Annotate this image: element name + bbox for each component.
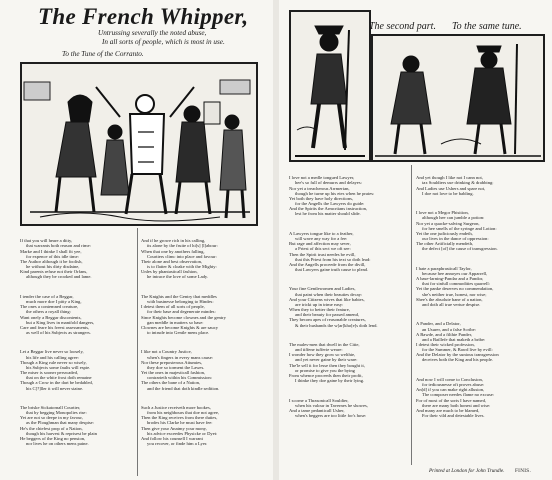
right-woodcut-left [289,10,371,162]
woodcut-figures-image [20,62,258,226]
stanza [416,377,499,418]
verse-line: The composer needes flame no excuse: [422,392,495,398]
verse-line: deceives both the King and his people. [422,357,494,363]
verse-line: our lives in the dance of oppression: [422,236,489,242]
verse-line: that this Priest from his text so doth lead: [295,256,371,262]
verse-line: I hate a paraphrasticall Taylor, [416,265,472,271]
stanza [416,210,499,251]
verse-line: I scorne a Thrasonicall Souldier, [289,397,349,403]
column-divider [411,165,412,465]
verse-line: gan meddle in matters so base: [147,319,204,325]
verse-line: They becom apes of reasonable creatures, [289,317,366,323]
verse-line: I thinke they doe gaine by their lying. [295,378,365,384]
verse-line: Such a Justice receiveth more bookes, [141,405,211,410]
verse-line: when's beggers are too little for's hose: [295,413,367,419]
left-column-2 [141,228,226,461]
verse-line: Nor yet a quacke-salving Surgeon, [416,220,480,226]
verse-line: I love not a Megor Phisition, [416,210,469,216]
stanza [289,398,378,419]
verse-line: that warrants both reason and rime: [26,243,91,249]
verse-line: Their alone and best observation, [141,258,203,264]
verse-line: for expence of this idle time: [26,253,79,259]
stanza [141,405,226,446]
verse-line: there are many both honest and wise: [422,402,491,408]
stanza [20,405,97,446]
verse-line: and tiffene tufferie weare: [295,347,343,353]
woodcut-gentlemen-image [371,34,545,162]
column-divider [137,228,138,476]
verse-line: that Lawyers gaine truth cause to plead. [295,266,369,272]
verse-line: for their base and degenerate mindes: [147,309,216,315]
verse-line: Kind parents refuse not their Orfans, [20,269,88,275]
verse-line: The males-men that dwell in the Citie, [289,342,360,347]
verse-line: as well of his Subjects as strangers. [26,329,91,335]
same-tune-heading: To the same tune. [452,21,522,32]
verse-line: & their husbands the w[ar]kho[e]s doth lend. [295,322,378,328]
verse-line: although hee can jumble a potion: [422,215,485,221]
verse-line: Yet the panke deserves no commendation, [416,286,494,292]
verse-line: much more doe I pitty a King, [26,299,82,305]
verse-line: to intrude into Gentle mens place. [147,329,210,335]
verse-line: Though a King rule never so wisely, [20,359,87,365]
verse-line: Want onely a Beggar discontents, [20,314,82,320]
verse-line: A Pander, and a Delator, [416,321,461,327]
verse-line: For their vild and detestable lives. [422,413,485,419]
verse-line: he intrace the love of some Lady. [147,274,209,280]
verse-line: Shee's the absolute bane of a nation, [416,296,483,302]
verse-line: the defect [of] the cause of transgression. [422,246,498,252]
verse-line: And your Citizens wives that like babies, [289,296,365,302]
verse-line: for the Angells the Lawyers do guide: [295,201,365,207]
verse-line: And Ladies use Ushers and spare not, [416,185,486,191]
verse-line: Let a Beggar live never so loosely, [20,349,84,355]
verse-line: she's neither true, honest, nor wise; [422,291,487,297]
verse-line: though he turne up his eies when he praies: [295,190,375,196]
right-column-2 [416,165,499,433]
verse-line: The briske Sickatornall Courtier, [20,405,81,410]
verse-line: I tender the case of a Beggar, [20,293,74,299]
verse-line: And now I will come to Conclusion, [416,376,483,382]
verse-line: Marke and I thinke I shall fit yee, [20,248,82,254]
stanza [141,294,226,335]
verse-line: Clownes are become Knights & are saucy [141,324,219,330]
verse-line: for tediousnesse oft proves abuse: [422,382,485,388]
verse-line: tax Souldiers use drinking & drabbing: [422,180,494,186]
verse-line: and yet never gaine by their ware: [295,357,358,363]
verse-line: for the Summer, & Bawd live by evill: [422,347,493,353]
verse-line: and a Baillefe that maketh a bribe: [422,336,486,342]
verse-line: he without his dirty disdaine, [26,264,80,270]
verse-line: hee's so full of demurrs and delayes: [295,180,362,186]
verse-line: Yet are not so deepe in my favour, [20,415,83,421]
verse-line: And the Delator by the sunious transgression [416,352,499,358]
stanza [289,342,378,383]
verse-line: but a King lives in manifold dangers, [26,319,95,325]
verse-line: And a tame pedanticall Usher, [289,407,345,413]
stanza [416,266,499,307]
right-column-1 [289,165,378,433]
verse-line: And if he growe rich in his calling, [141,238,206,244]
verse-line: the others a royall thing: [26,309,71,315]
stanza [20,349,97,390]
verse-line: A Lawyers tongue like to a feather, [289,230,354,236]
left-woodcut-illustration [20,62,258,226]
verse-line: his Subjects some faults will espie. [26,364,91,370]
verse-line: an Usurer, and a false Scribe: [422,326,476,332]
verse-line: The'le sell it for lesse then they bought it, [289,362,365,368]
verse-line: for hee smells of the syringe and Lotion: [422,225,497,231]
verse-line: when his valour in Tavernes he showes, [295,402,368,408]
verse-line: Nor these preposterous Attumies, [141,359,203,365]
verse-line: I like not a Country Justice, [141,349,192,355]
verse-line: The Author although it be foolish, [20,258,83,264]
stanza [20,238,97,279]
verse-line: Yet both they have holy directions, [289,195,354,201]
verse-line: because hee annoyes our Apparrell, [422,270,488,276]
stanza [141,349,226,390]
stanza [289,231,378,272]
verse-line: that for sinfull commodities quarrell: [422,281,490,287]
left-column-1 [20,228,97,461]
second-part-heading: The second part. [369,21,436,32]
left-broadside-page [0,0,273,480]
verse-line: from his neighbours that doe not agree, [147,410,220,416]
verse-line: When they to better their feature, [289,307,350,313]
stanza [416,175,499,196]
verse-line: He's the chiefest prop of a Nation, [20,425,83,431]
verse-line: its alone by the fruite of hi[s] [l]abour: [147,243,218,249]
ballad-title: The French Whipper, [38,4,249,29]
stanza [289,175,378,216]
verse-line: I detest their wicked profession, [416,342,475,347]
stanza [416,321,499,362]
verse-line: you recover, or finde him a Lyer. [147,441,208,447]
verse-line: And the Angells proceede from the divill, [289,261,366,267]
verse-line: a Priest of this sect we oft see: [295,246,351,252]
verse-line: that on the white frost doth remaine [26,375,92,381]
verse-line: The others the bane of a Nation, [141,380,201,386]
verse-line: And the Spirits the Armcrtians instruction, [289,206,368,212]
verse-line: his advice exceedes Physicke or Dyet: [147,430,218,436]
verse-line: with businesse belonging to Hindes: [147,299,214,305]
verse-line: although they be crooked and lame. [26,274,92,280]
verse-line: And yet though I like not I cann not, [416,175,483,181]
verse-line: And follow his counsell I warrant [141,435,203,441]
woodcut-man-with-staff-image [289,10,371,162]
verse-line: Then the King receives from there duties, [141,415,218,421]
printer-imprint: Printed at London for John Trundle. [429,468,505,474]
verse-line: and doth all true vertue despise. [422,301,481,307]
verse-line: or promise to give you the bying [295,367,355,373]
verse-line: though his harvest & reprisest be plain [26,430,97,436]
stanza [20,294,97,335]
verse-line: A Bawde, and a filthie Pander, [416,331,473,337]
verse-line: lest he from his matter should slide. [295,211,361,217]
verse-line: If that you will heare a ditty, [20,238,73,244]
right-broadside-page [279,0,552,480]
verse-line: I doe not love to be babling. [422,190,474,196]
verse-line: that paint when their beauties decay: [295,291,363,297]
finis-mark: FINIS. [515,468,532,474]
verse-line: Then the Spirit trust needes be evill, [289,251,356,257]
verse-line: The Knights and the Gentry that meddles [141,293,217,299]
verse-line: and the friend that doth kindle sedition. [147,385,220,391]
verse-line: they doe so torment the Lawes. [147,364,205,370]
verse-line: when's fingers in every mans cause: [147,354,214,360]
verse-line: The miser is sooner perswaded, [20,370,79,376]
subtitle-line-2: In all sorts of people, which is most in use. [102,38,225,46]
verse-line: is to flatter & cloake with the Mighty: [147,264,217,270]
stanza [141,238,226,279]
verse-line: Then give your Anatmy your mony, [141,425,207,431]
verse-line: When that one by anothers falling, [141,248,205,254]
verse-line: Yet the one judiciously endeth, [416,230,473,236]
tune-line: To the Tune of the Corranto. [62,50,144,58]
verse-line: I love not a medle tongued Lawyer, [289,175,355,181]
verse-line: Yet the ones in majesticall fashion, [141,370,206,376]
verse-line: Since Knights become clownes and the gentry [141,314,226,320]
verse-line: Courtiers climc into place and favour: [147,253,217,259]
verse-line: But rage and affection may sever, [289,241,351,247]
verse-line: will wave any way for a fee: [295,236,348,242]
subtitle-line-1: Untrussing severally the noted abuse, [98,29,207,37]
verse-line: nor lives he on others mens paine. [26,441,89,447]
verse-line: his C[?]ller it will never staine. [26,385,84,391]
verse-line: For of most of the sorts I have named, [416,397,487,403]
verse-line: Unles by phantasticall fashion, [141,269,198,275]
verse-line: Though a Crow in the dart be bedabled, [20,380,93,386]
verse-line: his life and his calling agree: [26,354,79,360]
verse-line: The other Artificially mendeth, [416,241,474,247]
verse-line: that by begging Monopolies rise: [26,410,87,416]
verse-line: And many are much to be blamed, [416,407,480,413]
verse-line: and their beauty for passed amend, [295,312,360,318]
verse-line: He beggers of the King no pension, [20,435,86,441]
verse-line: From whence proceeds then their profit, [289,372,363,378]
verse-line: A base-larning-Pandar and a Pandor, [416,276,484,282]
verse-line: Nor yet a treacherous Arrmerian, [289,185,350,191]
verse-line: contrarieth within his Commission: [147,375,212,381]
verse-line: Your fine Gentlewomen and Ladies, [289,286,356,292]
verse-line: An[d] if you can make right allusion, [416,387,485,393]
verse-line: The ones a contemned creature, [20,304,79,310]
stanza [289,286,378,327]
verse-line: brodes his Clarke he must have fee: [147,420,213,426]
verse-line: I wonder how they grow so welthie, [289,352,356,358]
verse-line: as the Ploughman that many despise: [26,420,95,426]
verse-line: Care and feare his freest assessments, [20,324,90,330]
verse-line: are trickt up in trime easy: [295,301,344,307]
verse-line: I detest them of all sorts of people, [141,304,205,310]
right-woodcut-scene [371,34,545,162]
